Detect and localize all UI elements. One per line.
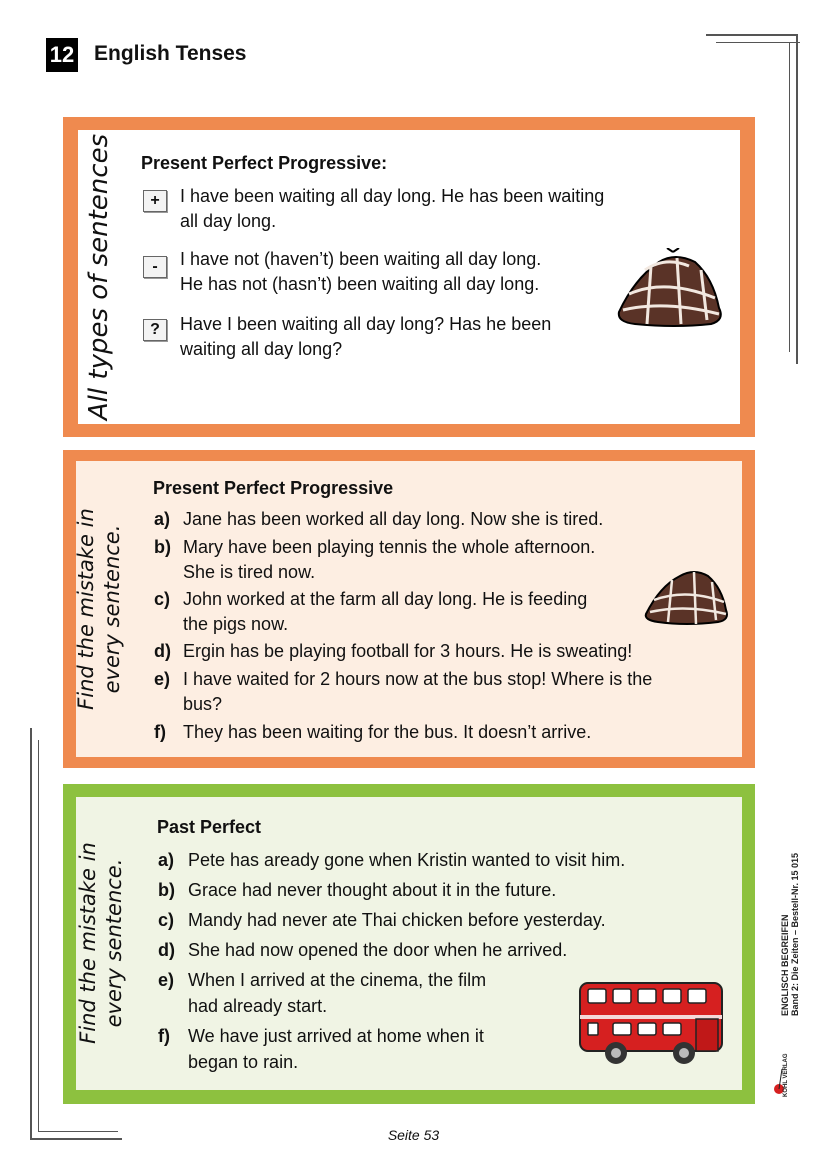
sentence-positive: I have been waiting all day long. He has been waiting all day long. [180, 186, 605, 231]
corner-line [796, 34, 798, 364]
sentence-question: Have I been waiting all day long? Has he been waiting all day long? [180, 314, 552, 359]
card-heading: Present Perfect Progressive [153, 478, 394, 498]
chapter-number: 12 [46, 38, 78, 72]
exercise-item: John worked at the farm all day long. He is feeding the pigs now. [183, 589, 588, 634]
item-label: e) [158, 970, 175, 990]
card-all-types [63, 117, 755, 437]
corner-line [38, 740, 39, 1132]
card-side-title: All types of sentences [84, 133, 114, 421]
card-side-title: Find the mistake in every sentence. [76, 842, 126, 1044]
page-title: English Tenses [94, 42, 247, 65]
card-find-mistake-ppp [63, 450, 755, 768]
item-label: a) [154, 509, 171, 529]
sentence-negative: I have not (haven’t) been waiting all day long. He has not (hasn’t) been waiting all day long. [180, 249, 542, 294]
exercise-item: She had now opened the door when he arrived. [188, 940, 568, 960]
item-label: a) [158, 850, 175, 870]
exercise-item: Mandy had never ate Thai chicken before yesterday. [188, 910, 606, 930]
item-label: b) [154, 537, 171, 557]
page-number: Seite 53 [387, 1127, 440, 1143]
corner-line [706, 34, 796, 36]
card-heading: Past Perfect [157, 817, 262, 837]
item-label: e) [154, 669, 171, 689]
corner-line [30, 728, 32, 1138]
corner-line [716, 42, 800, 43]
exercise-item: When I arrived at the cinema, the film had already start. [188, 970, 487, 1016]
corner-line [789, 42, 790, 352]
card-side-title: Find the mistake in every sentence. [74, 508, 124, 710]
card-find-mistake-pp [63, 784, 755, 1104]
item-label: c) [158, 910, 175, 930]
positive-symbol: + [143, 190, 167, 212]
publisher-logo: KOHL VERLAG [772, 1063, 792, 1097]
double-decker-bus-icon [576, 979, 726, 1067]
exercise-item: We have just arrived at home when it began to rain. [188, 1026, 484, 1072]
detective-hat-icon [615, 248, 727, 330]
question-symbol: ? [143, 319, 167, 341]
series-info: ENGLISCH BEGREIFEN Band 2: Die Zeiten – Bestell-Nr. 15 015 [780, 852, 800, 1016]
negative-symbol: - [143, 256, 167, 278]
exercise-item: They has been waiting for the bus. It doesn’t arrive. [183, 722, 592, 742]
exercise-item: Jane has been worked all day long. Now she is tired. [183, 509, 604, 529]
exercise-item: Grace had never thought about it in the future. [188, 880, 557, 900]
item-label: f) [154, 722, 166, 742]
exercise-item: Ergin has be playing football for 3 hours. He is sweating! [183, 641, 633, 661]
flower-icon [772, 1063, 792, 1097]
item-label: c) [154, 589, 171, 609]
card-heading: Present Perfect Progressive: [141, 153, 388, 173]
exercise-item: Mary have been playing tennis the whole afternoon. She is tired now. [183, 537, 596, 582]
item-label: d) [158, 940, 175, 960]
item-label: f) [158, 1026, 170, 1046]
item-label: b) [158, 880, 175, 900]
item-label: d) [154, 641, 171, 661]
detective-hat-icon [642, 566, 732, 628]
exercise-item: Pete has aready gone when Kristin wanted to visit him. [188, 850, 626, 870]
exercise-item: I have waited for 2 hours now at the bus stop! Where is the bus? [183, 669, 653, 714]
